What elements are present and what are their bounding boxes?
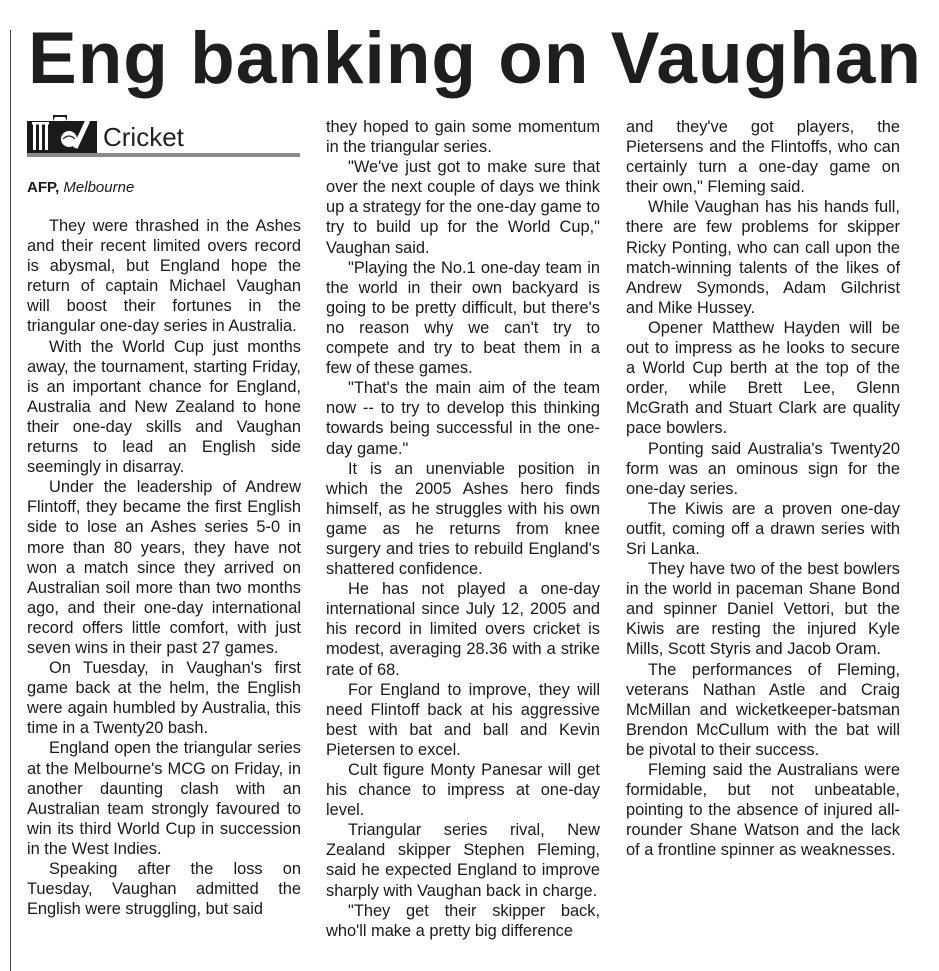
column-3-paragraph: Opener Matthew Hayden will be out to impress as he looks to secure a World Cup berth at the top of the order, while Brett Lee, Glenn McGrath and Stuart Clark are quality pace bowlers. — [626, 318, 900, 438]
column-3-paragraph: They have two of the best bowlers in the world in paceman Shane Bond and spinner Daniel Vettori, but the Kiwis are resting the injured Kyle Mills, Scott Styris and Jacob Oram. — [626, 560, 900, 659]
cricket-icon — [27, 115, 97, 153]
byline-agency: AFP, — [27, 179, 60, 196]
column-2-paragraph: "They get their skipper back, who'll make a pretty big difference — [326, 901, 600, 940]
section-rule — [27, 153, 300, 157]
column-2-paragraph: It is an unenviable position in which the 2005 Ashes hero finds himself, as he struggles with his own game as he returns from knee surgery and tries to rebuild England's shattered confidence. — [326, 459, 600, 579]
column-2-paragraph: Cult figure Monty Panesar will get his chance to impress at one-day level. — [326, 761, 600, 820]
column-1-paragraph: They were thrashed in the Ashes and their recent limited overs record is abysmal, but England hope the return of captain Michael Vaughan will boost their fortunes in the triangular one-day series in Australia. — [27, 217, 301, 336]
column-3 — [626, 117, 900, 860]
byline — [27, 178, 300, 198]
section-tag — [27, 115, 300, 159]
column-2-paragraph: "Playing the No.1 one-day team in the world in their own backyard is going to be pretty difficult, but there's no reason why we can't try to compete and try to beat them in a few of these games. — [326, 258, 600, 378]
column-1-paragraph: On Tuesday, in Vaughan's first game back at the helm, the English were again humbled by Australia, this time in a Twenty20 bash. — [27, 659, 301, 738]
column-3-paragraph: While Vaughan has his hands full, there are few problems for skipper Ricky Ponting, who can call upon the match-winning talents of the likes of Andrew Symonds, Adam Gilchrist and Mike Hussey. — [626, 198, 900, 317]
column-1-paragraph: England open the triangular series at the Melbourne's MCG on Friday, in another daunting clash with an Australian team strongly favoured to win its third World Cup in succession in the West Indies. — [27, 739, 301, 858]
column-3-paragraph: Fleming said the Australians were formidable, but not unbeatable, pointing to the absence of injured all-rounder Shane Watson and the lack of a frontline spinner as weaknesses. — [626, 761, 900, 860]
column-2-paragraph: "That's the main aim of the team now -- to try to develop this thinking towards being successful in the one-day game." — [326, 379, 600, 458]
column-2 — [326, 117, 600, 941]
column-2-paragraph: For England to improve, they will need Flintoff back at his aggressive best with bat and ball and Kevin Pietersen to excel. — [326, 680, 600, 759]
column-2-paragraph: He has not played a one-day international since July 12, 2005 and his record in limited overs cricket is modest, averaging 28.36 with a strike rate of 68. — [326, 580, 600, 679]
column-3-paragraph: The Kiwis are a proven one-day outfit, coming off a drawn series with Sri Lanka. — [626, 499, 900, 558]
column-1-paragraph: Speaking after the loss on Tuesday, Vaughan admitted the English were struggling, but said — [27, 860, 301, 919]
section-label: Cricket — [103, 122, 184, 152]
column-3-paragraph: and they've got players, the Pietersens and the Flintoffs, who can certainly turn a one-day game on their own," Fleming said. — [626, 118, 900, 197]
column-2-paragraph: Triangular series rival, New Zealand skipper Stephen Fleming, said he expected England to improve sharply with Vaughan back in charge. — [326, 821, 600, 900]
left-column-rule — [10, 30, 11, 971]
column-2-paragraph: "We've just got to make sure that over the next couple of days we think up a strategy for the one-day game to try to build up for the World Cup," Vaughan said. — [326, 158, 600, 257]
column-1-paragraph: Under the leadership of Andrew Flintoff, they became the first English side to lose an Ashes series 5-0 in more than 80 years, they have not won a match since they arrived on Australian soil more than two months ago, and their one-day international record offers little comfort, with just seven wins in their past 27 games. — [27, 478, 301, 657]
byline-place: Melbourne — [63, 179, 135, 196]
column-3-paragraph: The performances of Fleming, veterans Nathan Astle and Craig McMillan and wicketkeeper-batsman Brendon McCullum with the bat will be pivotal to their success. — [626, 660, 900, 759]
column-2-paragraph: they hoped to gain some momentum in the triangular series. — [326, 118, 600, 157]
column-1 — [27, 216, 301, 919]
column-3-paragraph: Ponting said Australia's Twenty20 form was an ominous sign for the one-day series. — [626, 439, 900, 498]
headline: Eng banking on Vaughan — [28, 18, 922, 99]
column-1-paragraph: With the World Cup just months away, the tournament, starting Friday, is an important chance for England, Australia and New Zealand to hone their one-day skills and Vaughan returns to lead an English side seemingly in disarray. — [27, 337, 301, 477]
